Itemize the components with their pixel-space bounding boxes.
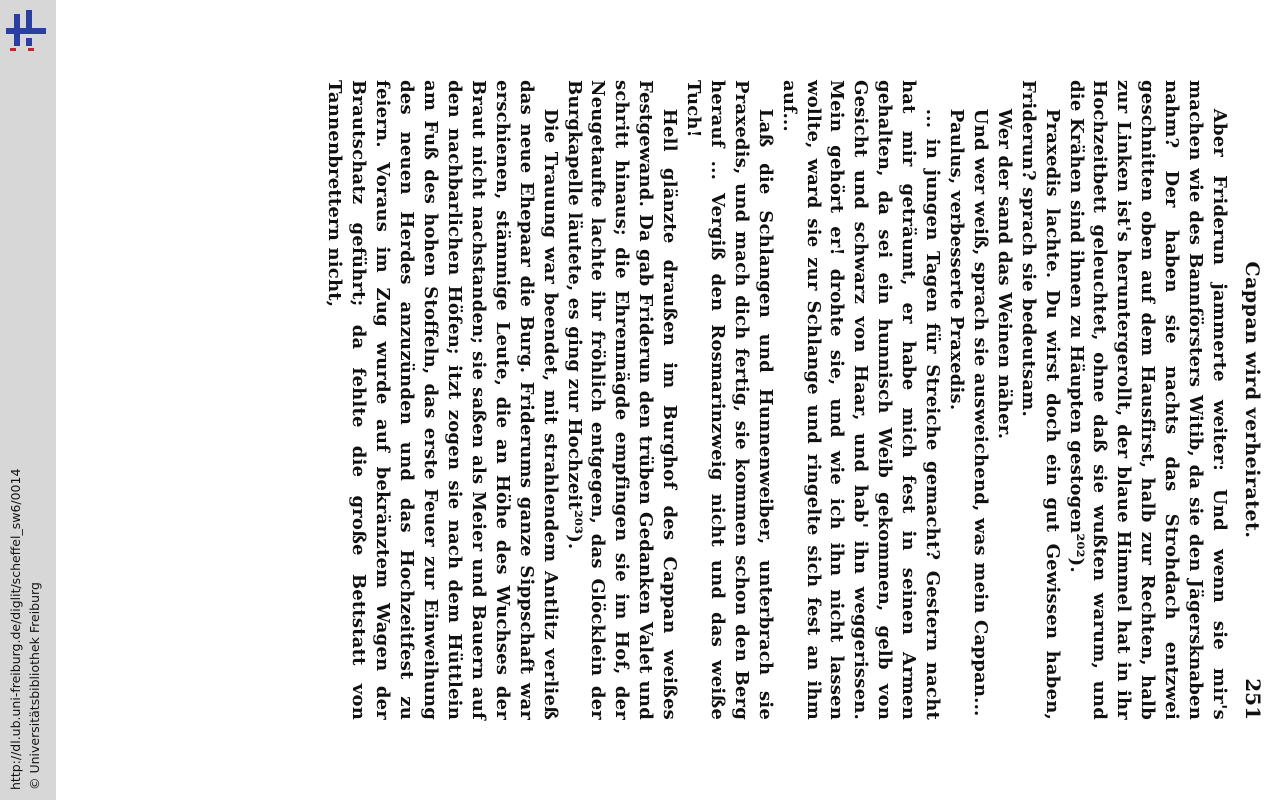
page-body [323,80,1231,720]
sidebar-caption [6,370,44,790]
paragraph: Laß die Schlangen und Hunnenweiber, unterbrach sie Praxedis, und mach dich fertig, sie kommen schon den Berg herauf ... Vergiß den Rosmarinzweig nicht und das weiße Tuch! [683,80,776,720]
paragraph: Hell glänzte draußen im Burghof des Cappan weißes Festgewand. Da gab Friderun den trüben Gedanken Valet und schritt hinaus; die Ehrenmägde empfingen sie im Hof, der Neugetaufte lachte ihr fröhlich entgegen, das Glöcklein der Burgkapelle läutete, es ging zur Hochzeit²⁰³). [563,80,681,720]
ub-freiburg-logo-icon [4,8,48,52]
source-url[interactable]: http://dl.ub.uni-freiburg.de/diglit/scheffel_sw6/0014 [8,468,23,790]
book-page [56,0,1265,800]
sidebar [0,0,56,800]
running-head: Cappan wird verheiratet. [1241,261,1263,539]
paragraph: Die Trauung war beendet, mit strahlendem Antlitz verließ das neue Ehepaar die Burg. Friderums ganze Sippschaft war erschienen, stämmige Leute, die an Höhe des Wuchses der Braut nicht nachstanden; sie saßen als Meier und Bauern auf den nachbarlichen Höfen; itzt zogen sie nach dem Hüttlein am Fuß des hohen Stoffeln, das erste Feuer zur Einweihung des neuen Herdes anzuzünden und das Hochzeitfest zu feiern. Voraus im Zug wurde auf bekränztem Wagen der Brautschatz geführt; da fehlte die große Bettstatt von Tannenbrettern nicht, [324,80,561,720]
copyright-text: © Universitätsbibliothek Freiburg [27,582,42,790]
paragraph: Und wer weiß, sprach sie ausweichend, was mein Cappan... [969,108,991,717]
page-header [1235,80,1265,720]
paragraph: Aber Friderun jammerte weiter: Und wenn sie mir's machen wie des Bannförsters Witib, da sie den Jägersknaben nahm? Der haben sie nachts das Strohdach entzwei geschnitten oben auf dem Hausfirst, halb zur Rechten, halb zur Linken ist's heruntergerollt, der blaue Himmel hat in ihr Hochzeitbett geleuchtet, ohne daß sie wußten warum, und die Krähen sind ihnen zu Häupten gestogen²⁰²). [1065,80,1230,720]
page-number: 251 [1241,678,1265,720]
paragraph: ... in jungen Tagen für Streiche gemacht? Gestern nacht hat mir geträumt, er habe mich fest in seinen Armen gehalten, da sei ein hunnisch Weib gekommen, gelb von Gesicht und schwarz von Haar, und hab' ihn weggerissen. Mein gehört er! drohte sie, und wie ich ihn nicht lassen wollte, ward sie zur Schlange und ringelte sich fest an ihm auf... [778,80,944,720]
rotated-page-content [211,80,1265,740]
paragraph: Praxedis lachte. Du wirst doch ein gut Gewissen haben, Friderun? sprach sie bedeutsam. [1017,80,1063,720]
paragraph: Wer der sand das Weinen näher. [993,108,1015,440]
paragraph: Paulus, verbesserte Praxedis. [946,108,968,411]
